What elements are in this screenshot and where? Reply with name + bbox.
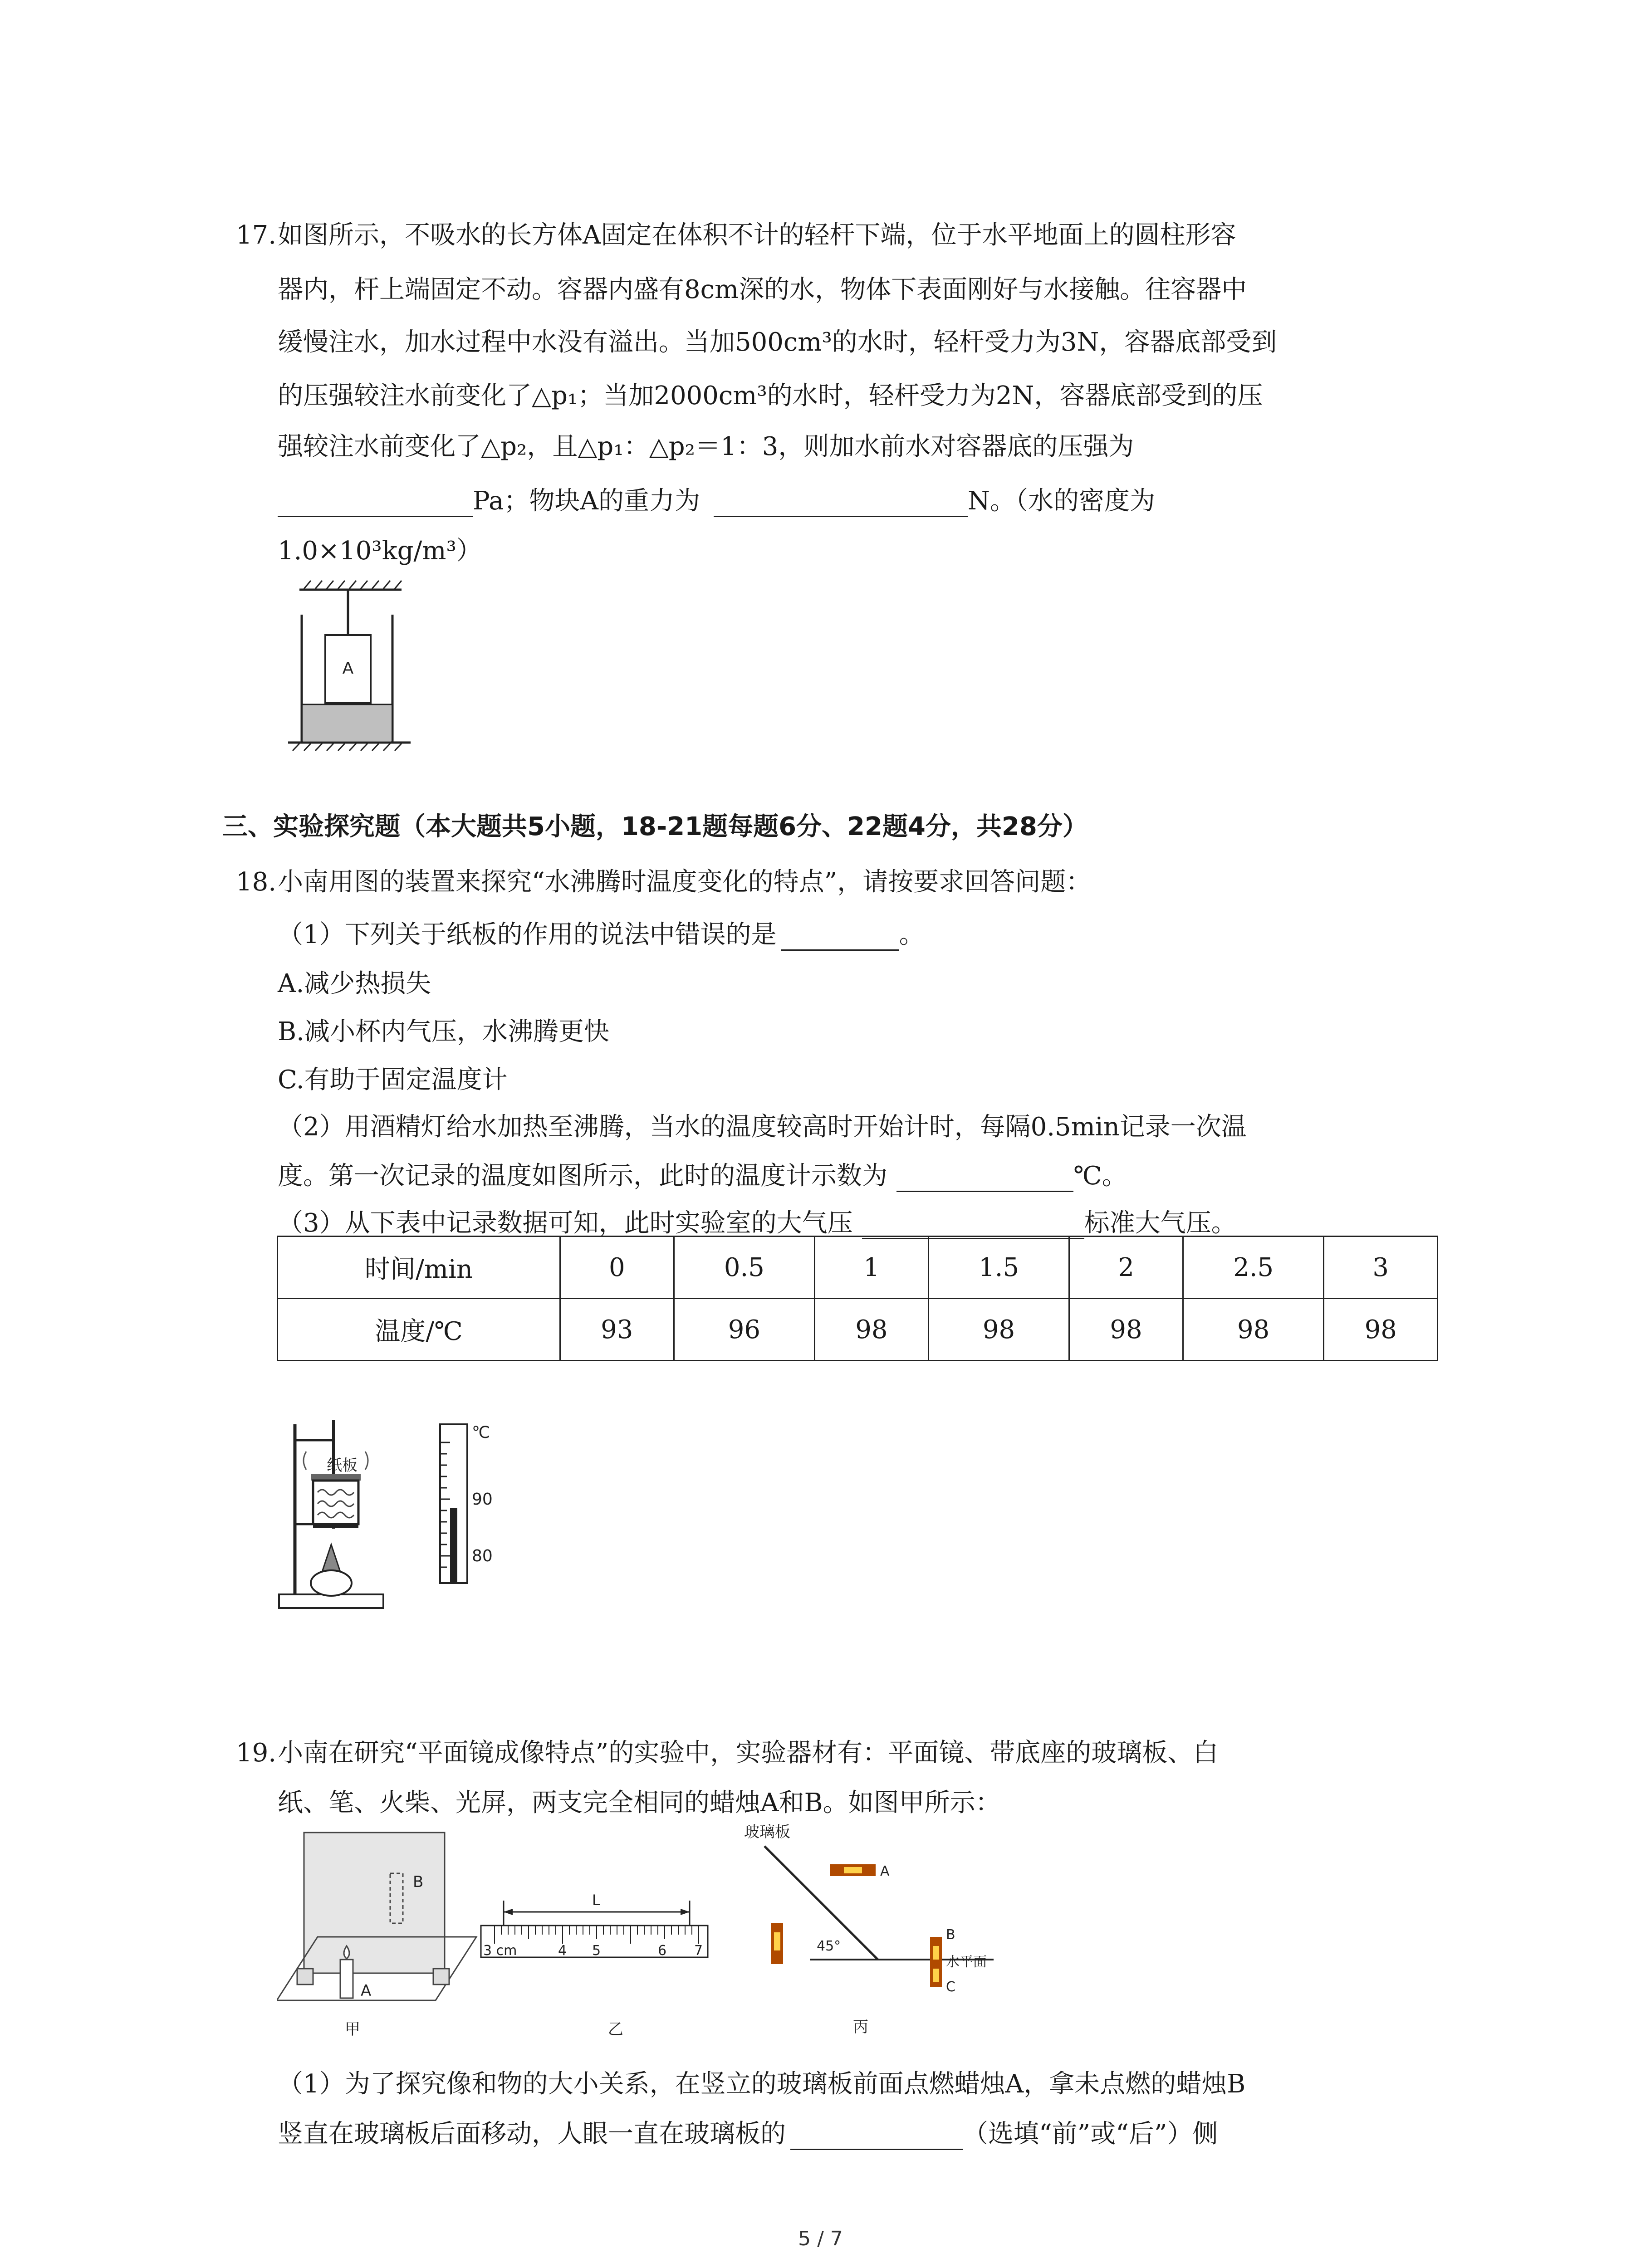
q17-line-3: 缓慢注水，加水过程中水没有溢出。当加500cm³的水时，轻杆受力为3N，容器底部受到 xyxy=(278,327,1277,357)
table-cell: 96 xyxy=(674,1299,815,1361)
q19-bing-label-a: A xyxy=(880,1863,890,1879)
table-cell: 3 xyxy=(1324,1237,1438,1299)
table-header-temp: 温度/℃ xyxy=(278,1299,560,1361)
q19-yi-tick-6: 6 xyxy=(658,1943,667,1959)
q19-yi-tick-5: 5 xyxy=(592,1943,601,1959)
q19-bing-label-b: B xyxy=(946,1927,955,1943)
page-number: 5 / 7 xyxy=(798,2227,843,2250)
q18-intro: 小南用图的装置来探究“水沸腾时温度变化的特点”，请按要求回答问题： xyxy=(278,867,1092,897)
q18-blank-2[interactable] xyxy=(896,1164,1073,1192)
table-cell: 2 xyxy=(1069,1237,1183,1299)
q19-jia-label-b: B xyxy=(413,1873,424,1891)
q19-bing-angle: 45° xyxy=(817,1938,841,1954)
table-cell: 98 xyxy=(1069,1299,1183,1361)
q17-line6-text-a: Pa；物块A的重力为 xyxy=(473,486,700,516)
q19-line-2: 纸、笔、火柴、光屏，两支完全相同的蜡烛A和B。如图甲所示： xyxy=(278,1788,1001,1818)
q18-option-a: A.减少热损失 xyxy=(278,969,431,998)
table-cell: 98 xyxy=(928,1299,1069,1361)
q18-option-c: C.有助于固定温度计 xyxy=(278,1065,508,1095)
table-cell: 0 xyxy=(560,1237,674,1299)
q18-paper-label: 纸板 xyxy=(327,1457,358,1475)
table-cell: 98 xyxy=(1183,1299,1324,1361)
table-row-temp xyxy=(278,1299,1438,1361)
q18-part2-line1: （2）用酒精灯给水加热至沸腾，当水的温度较高时开始计时，每隔0.5min记录一次温 xyxy=(278,1112,1247,1142)
q17-container-figure xyxy=(270,576,415,758)
q17-line6-text-b: N。（水的密度为 xyxy=(968,486,1155,516)
table-cell: 1.5 xyxy=(928,1237,1069,1299)
q18-option-b: B.减小杯内气压，水沸腾更快 xyxy=(278,1017,609,1046)
table-cell: 93 xyxy=(560,1299,674,1361)
q19-part1-end: （选填“前”或“后”）侧 xyxy=(963,2119,1218,2149)
table-cell: 2.5 xyxy=(1183,1237,1324,1299)
q18-part2-text: 度。第一次记录的温度如图所示，此时的温度计示数为 xyxy=(278,1161,887,1191)
q19-yi-tick-4: 4 xyxy=(558,1943,567,1959)
q19-jia-label-a: A xyxy=(361,1982,372,2000)
q19-number: 19. xyxy=(236,1738,277,1768)
q19-part1-line1: （1）为了探究像和物的大小关系，在竖立的玻璃板前面点燃蜡烛A，拿未点燃的蜡烛B xyxy=(278,2069,1246,2099)
table-cell: 98 xyxy=(815,1299,929,1361)
q17-line-6 xyxy=(278,485,1155,517)
q17-blank-pressure[interactable] xyxy=(278,489,473,517)
q17-line-5: 强较注水前变化了△p₂，且△p₁：△p₂＝1：3，则加水前水对容器底的压强为 xyxy=(278,432,1134,461)
q18-part2-line2 xyxy=(278,1160,1127,1192)
q18-thermo-tick-90: 90 xyxy=(472,1490,493,1509)
q19-bing-horizontal: 水平面 xyxy=(946,1954,987,1970)
table-row-time xyxy=(278,1237,1438,1299)
q18-thermo-tick-80: 80 xyxy=(472,1547,493,1565)
q17-line-2: 器内，杆上端固定不动。容器内盛有8cm深的水，物体下表面刚好与水接触。往容器中 xyxy=(278,275,1247,304)
table-cell: 0.5 xyxy=(674,1237,815,1299)
q18-part3-text: （3）从下表中记录数据可知，此时实验室的大气压 xyxy=(278,1208,853,1238)
q17-block-label: A xyxy=(342,659,354,678)
q18-boiling-figure xyxy=(272,1415,526,1615)
q19-line-1: 小南在研究“平面镜成像特点”的实验中，实验器材有：平面镜、带底座的玻璃板、白 xyxy=(278,1738,1219,1768)
q19-bing-label-c: C xyxy=(946,1979,955,1995)
q18-part3 xyxy=(278,1207,1237,1239)
table-cell: 98 xyxy=(1324,1299,1438,1361)
q19-bing-glass-label: 玻璃板 xyxy=(744,1823,790,1841)
table-cell: 1 xyxy=(815,1237,929,1299)
q18-part3-end: 标准大气压。 xyxy=(1084,1208,1237,1238)
q19-yi-tick-3: 3 cm xyxy=(483,1943,517,1959)
q19-part1-text: 竖直在玻璃板后面移动，人眼一直在玻璃板的 xyxy=(278,2119,786,2149)
q18-blank-1[interactable] xyxy=(781,923,899,951)
q18-thermo-unit: ℃ xyxy=(472,1423,490,1442)
q19-part1-line2 xyxy=(278,2118,1218,2150)
q19-yi-label-l: L xyxy=(592,1892,600,1909)
q19-figure-jia xyxy=(277,1823,481,2041)
q18-part1 xyxy=(278,919,925,951)
q18-number: 18. xyxy=(236,867,277,897)
q19-jia-caption: 甲 xyxy=(345,2020,360,2038)
q19-yi-tick-7: 7 xyxy=(694,1943,703,1959)
q18-blank-3[interactable] xyxy=(862,1212,1084,1239)
q18-part2-end: ℃。 xyxy=(1073,1161,1127,1191)
q17-line-7: 1.0×10³kg/m³） xyxy=(278,536,482,566)
table-header-time: 时间/min xyxy=(278,1237,560,1299)
q19-blank-1[interactable] xyxy=(790,2122,963,2150)
q17-number: 17. xyxy=(236,220,277,250)
section-3-title: 三、实验探究题（本大题共5小题，18-21题每题6分、22题4分，共28分） xyxy=(222,812,1088,841)
q17-line-1: 如图所示，不吸水的长方体A固定在体积不计的轻杆下端，位于水平地面上的圆柱形容 xyxy=(278,220,1236,250)
q17-line-4: 的压强较注水前变化了△p₁；当加2000cm³的水时，轻杆受力为2N，容器底部受到的压 xyxy=(278,381,1263,411)
q19-bing-caption: 丙 xyxy=(853,2018,868,2036)
q18-part1-text: （1）下列关于纸板的作用的说法中错误的是 xyxy=(278,920,777,949)
q19-figure-bing xyxy=(744,1810,1071,2046)
q19-figure-yi xyxy=(476,1833,721,2041)
q19-yi-caption: 乙 xyxy=(608,2020,623,2038)
q18-part1-end: 。 xyxy=(899,920,925,949)
q17-blank-gravity[interactable] xyxy=(714,489,968,517)
q18-data-table xyxy=(277,1236,1438,1361)
